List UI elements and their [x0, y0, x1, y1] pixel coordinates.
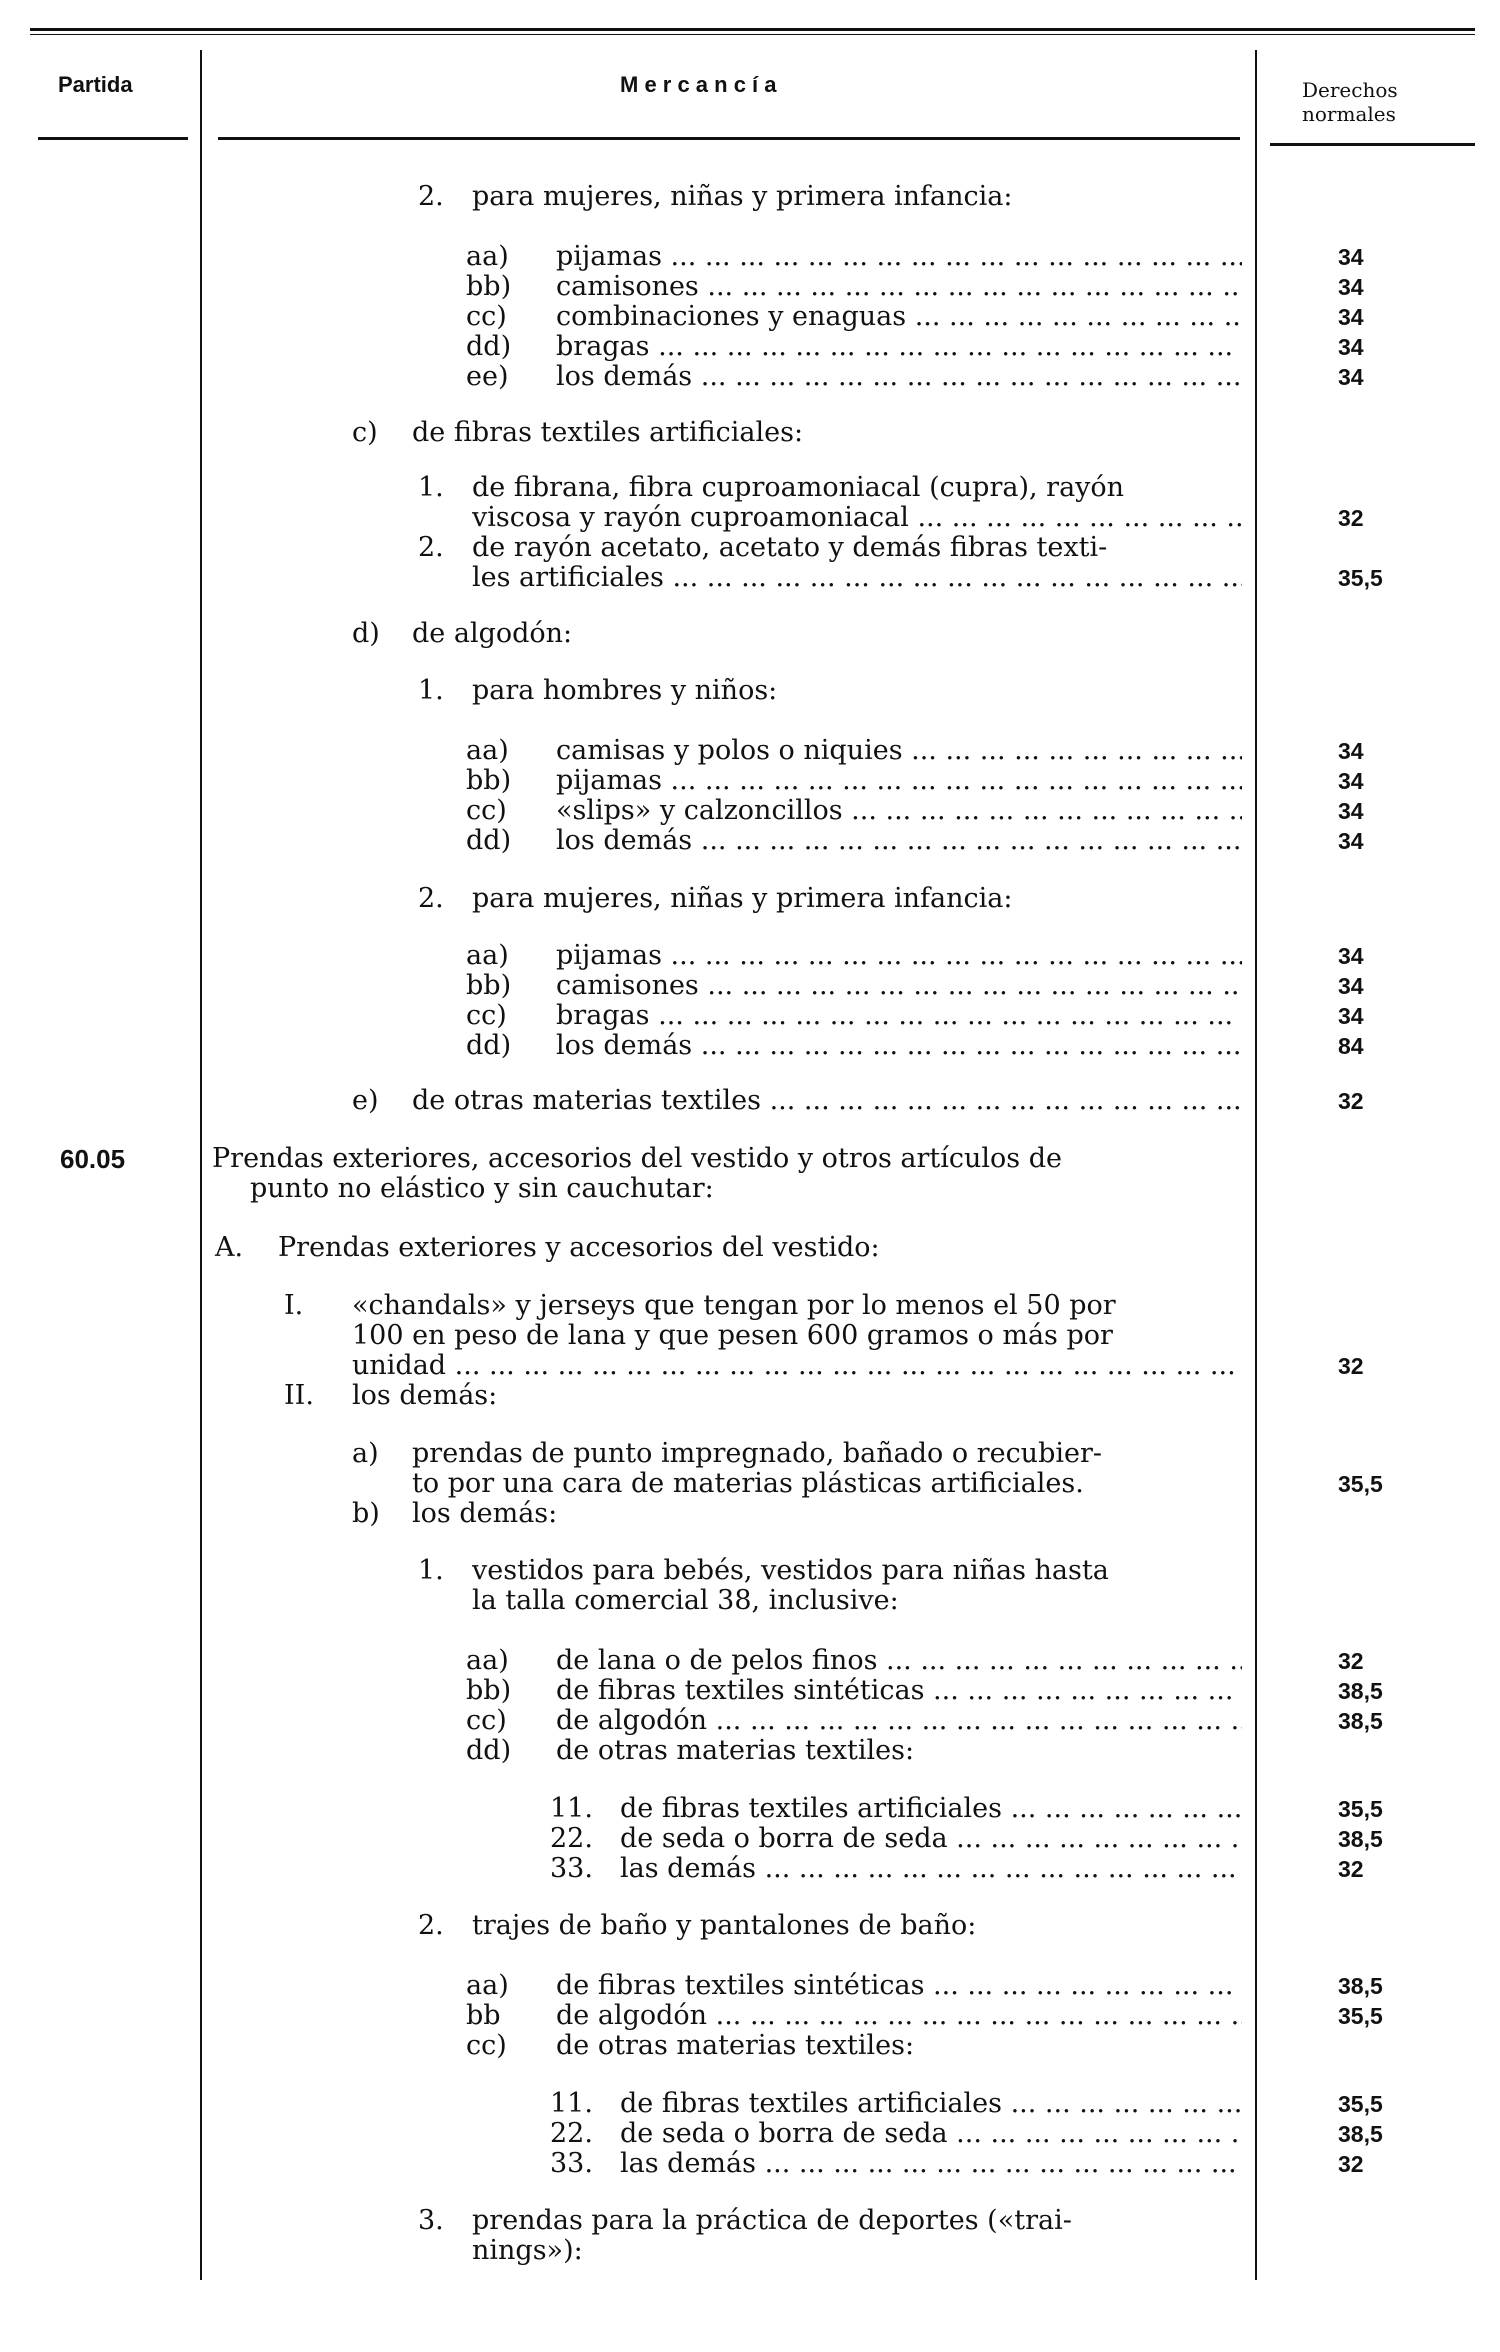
- item-description: de otras materias textiles:: [556, 2030, 915, 2061]
- item-marker: d): [352, 618, 380, 649]
- item-marker: dd): [466, 1030, 512, 1061]
- duty-rate: 34: [1338, 244, 1364, 270]
- tariff-row: [0, 1030, 1500, 1062]
- tariff-row: [0, 735, 1500, 767]
- item-marker: bb): [466, 271, 512, 302]
- tariff-row: [0, 618, 1500, 650]
- item-marker: 11.: [550, 1793, 593, 1824]
- tariff-row: [0, 1173, 1500, 1205]
- item-marker: I.: [284, 1290, 304, 1321]
- item-description: de lana o de pelos finos ... .: [556, 1645, 1242, 1677]
- item-description: pijamas ... .: [556, 940, 1242, 972]
- tariff-row: [0, 675, 1500, 707]
- duty-rate: 84: [1338, 1033, 1364, 1059]
- tariff-row: [0, 1350, 1500, 1382]
- item-marker: ee): [466, 361, 509, 392]
- item-description: los demás ... .: [556, 361, 1242, 393]
- item-description: los demás ... .: [556, 1030, 1242, 1062]
- tariff-row: [0, 1735, 1500, 1767]
- item-description: 100 en peso de lana y que pesen 600 gramos o más por: [352, 1320, 1113, 1351]
- item-marker: 2.: [418, 1910, 444, 1941]
- item-description: camisas y polos o niquies ... .: [556, 735, 1242, 767]
- tariff-row: [0, 2148, 1500, 2180]
- item-description: Prendas exteriores y accesorios del vestido:: [278, 1232, 880, 1263]
- header-normales: normales: [1302, 102, 1396, 126]
- item-marker: dd): [466, 825, 512, 856]
- duty-rate: 34: [1338, 364, 1364, 390]
- duty-rate: 34: [1338, 768, 1364, 794]
- tariff-row: [0, 1380, 1500, 1412]
- item-description: de algodón ... .: [556, 2000, 1242, 2032]
- item-description: de fibras textiles sintéticas ... .: [556, 1675, 1242, 1707]
- item-description: camisones ... .: [556, 271, 1242, 303]
- tariff-row: [0, 1438, 1500, 1470]
- item-marker: bb): [466, 1675, 512, 1706]
- tariff-row: [0, 1823, 1500, 1855]
- item-marker: c): [352, 417, 378, 448]
- tariff-row: [0, 1290, 1500, 1322]
- item-marker: cc): [466, 1705, 507, 1736]
- item-marker: bb): [466, 970, 512, 1001]
- tariff-row: [0, 361, 1500, 393]
- item-marker: bb): [466, 765, 512, 796]
- item-marker: e): [352, 1085, 379, 1116]
- item-description: camisones ... .: [556, 970, 1242, 1002]
- item-description: de fibras textiles artificiales ... .: [620, 1793, 1242, 1825]
- tariff-row: [0, 181, 1500, 213]
- item-description: la talla comercial 38, inclusive:: [472, 1585, 899, 1616]
- item-description: de otras materias textiles:: [556, 1735, 915, 1766]
- item-marker: 1.: [418, 1555, 444, 1586]
- item-marker: cc): [466, 2030, 507, 2061]
- item-description: pijamas ... .: [556, 765, 1242, 797]
- header-partida: Partida: [58, 72, 133, 97]
- item-description: nings»):: [472, 2235, 583, 2266]
- duty-rate: 34: [1338, 334, 1364, 360]
- item-marker: b): [352, 1498, 380, 1529]
- item-marker: 1.: [418, 675, 444, 706]
- item-marker: aa): [466, 735, 509, 766]
- duty-rate: 34: [1338, 798, 1364, 824]
- duty-rate: 38,5: [1338, 1826, 1383, 1852]
- item-description: de fibras textiles sintéticas ... .: [556, 1970, 1242, 2002]
- tariff-row: [0, 795, 1500, 827]
- item-marker: 22.: [550, 1823, 593, 1854]
- tariff-row: [0, 1910, 1500, 1942]
- tariff-row: [0, 1585, 1500, 1617]
- tariff-row: [0, 825, 1500, 857]
- item-description: de rayón acetato, acetato y demás fibras texti-: [472, 532, 1108, 563]
- item-description: los demás:: [412, 1498, 558, 1529]
- tariff-row: [0, 1468, 1500, 1500]
- tariff-row: [0, 2235, 1500, 2267]
- tariff-row: [0, 765, 1500, 797]
- item-marker: cc): [466, 301, 507, 332]
- duty-rate: 34: [1338, 1003, 1364, 1029]
- tariff-row: [0, 1000, 1500, 1032]
- duty-rate: 34: [1338, 828, 1364, 854]
- item-marker: 3.: [418, 2205, 444, 2236]
- duty-rate: 35,5: [1338, 2003, 1383, 2029]
- item-marker: 2.: [418, 181, 444, 212]
- header-derechos: Derechos: [1302, 78, 1398, 102]
- item-marker: aa): [466, 940, 509, 971]
- duty-rate: 32: [1338, 1648, 1364, 1674]
- item-description: los demás:: [352, 1380, 498, 1411]
- duty-rate: 38,5: [1338, 2121, 1383, 2147]
- item-description: de fibrana, fibra cuproamoniacal (cupra), rayón: [472, 472, 1125, 503]
- duty-rate: 32: [1338, 1856, 1364, 1882]
- tariff-row: [0, 970, 1500, 1002]
- item-marker: 33.: [550, 1853, 593, 1884]
- tariff-row: [0, 2000, 1500, 2032]
- tariff-row: [0, 271, 1500, 303]
- duty-rate: 32: [1338, 1088, 1364, 1114]
- tariff-row: [0, 417, 1500, 449]
- tariff-row: [0, 1232, 1500, 1264]
- item-description: punto no elástico y sin cauchutar:: [250, 1173, 714, 1204]
- item-description: vestidos para bebés, vestidos para niñas hasta: [472, 1555, 1109, 1586]
- duty-rate: 38,5: [1338, 1708, 1383, 1734]
- tariff-row: [0, 331, 1500, 363]
- duty-rate: 35,5: [1338, 565, 1383, 591]
- item-description: de otras materias textiles ... .: [412, 1085, 1242, 1117]
- item-marker: 22.: [550, 2118, 593, 2149]
- item-description: to por una cara de materias plásticas artificiales.: [412, 1468, 1084, 1499]
- tariff-row: [0, 502, 1500, 534]
- item-description: combinaciones y enaguas ... .: [556, 301, 1242, 333]
- tariff-row: [0, 241, 1500, 273]
- item-description: les artificiales ... .: [472, 562, 1242, 594]
- tariff-row: [0, 1853, 1500, 1885]
- tariff-row: [0, 472, 1500, 504]
- partida-code: 60.05: [60, 1144, 126, 1174]
- duty-rate: 34: [1338, 973, 1364, 999]
- tariff-row: [0, 1645, 1500, 1677]
- duty-rate: 34: [1338, 274, 1364, 300]
- tariff-row: [0, 2030, 1500, 2062]
- tariff-row: [0, 2205, 1500, 2237]
- item-description: bragas ... .: [556, 1000, 1242, 1032]
- header-mercancia: M e r c a n c í a: [620, 72, 777, 97]
- item-marker: aa): [466, 241, 509, 272]
- duty-rate: 32: [1338, 1353, 1364, 1379]
- tariff-row: [0, 940, 1500, 972]
- tariff-row: [0, 562, 1500, 594]
- item-description: de fibras textiles artificiales ... .: [620, 2088, 1242, 2120]
- item-description: de seda o borra de seda ... .: [620, 2118, 1242, 2150]
- item-description: para mujeres, niñas y primera infancia:: [472, 883, 1013, 914]
- item-description: trajes de baño y pantalones de baño:: [472, 1910, 977, 1941]
- item-marker: 33.: [550, 2148, 593, 2179]
- tariff-row: [0, 1675, 1500, 1707]
- tariff-row: [0, 1320, 1500, 1352]
- item-description: «chandals» y jerseys que tengan por lo menos el 50 por: [352, 1290, 1116, 1321]
- item-description: las demás ... .: [620, 2148, 1242, 2180]
- duty-rate: 32: [1338, 505, 1364, 531]
- tariff-row: [0, 1555, 1500, 1587]
- duty-rate: 35,5: [1338, 1796, 1383, 1822]
- tariff-row: [0, 1705, 1500, 1737]
- item-marker: 11.: [550, 2088, 593, 2119]
- item-description: para hombres y niños:: [472, 675, 778, 706]
- item-description: «slips» y calzoncillos ... .: [556, 795, 1242, 827]
- item-description: las demás ... .: [620, 1853, 1242, 1885]
- item-marker: aa): [466, 1970, 509, 2001]
- tariff-row: [0, 532, 1500, 564]
- item-marker: aa): [466, 1645, 509, 1676]
- item-description: viscosa y rayón cuproamoniacal ... .: [472, 502, 1242, 534]
- item-description: de fibras textiles artificiales:: [412, 417, 804, 448]
- tariff-row: [0, 2118, 1500, 2150]
- item-description: unidad ... .: [352, 1350, 1242, 1382]
- duty-rate: 32: [1338, 2151, 1364, 2177]
- item-description: de algodón ... .: [556, 1705, 1242, 1737]
- duty-rate: 34: [1338, 943, 1364, 969]
- item-description: para mujeres, niñas y primera infancia:: [472, 181, 1013, 212]
- duty-rate: 35,5: [1338, 1471, 1383, 1497]
- duty-rate: 35,5: [1338, 2091, 1383, 2117]
- tariff-row: [0, 1085, 1500, 1117]
- item-description: pijamas ... .: [556, 241, 1242, 273]
- item-marker: A.: [215, 1232, 244, 1263]
- item-marker: cc): [466, 795, 507, 826]
- item-description: de seda o borra de seda ... .: [620, 1823, 1242, 1855]
- item-description: prendas para la práctica de deportes («trai-: [472, 2205, 1072, 2236]
- duty-rate: 34: [1338, 304, 1364, 330]
- item-marker: 1.: [418, 472, 444, 503]
- duty-rate: 38,5: [1338, 1973, 1383, 1999]
- item-marker: dd): [466, 1735, 512, 1766]
- item-marker: II.: [284, 1380, 314, 1411]
- item-marker: a): [352, 1438, 379, 1469]
- item-description: Prendas exteriores, accesorios del vestido y otros artículos de: [212, 1143, 1062, 1174]
- tariff-row: [0, 1970, 1500, 2002]
- item-marker: 2.: [418, 883, 444, 914]
- tariff-row: [0, 2088, 1500, 2120]
- tariff-row: [0, 1793, 1500, 1825]
- item-description: prendas de punto impregnado, bañado o recubier-: [412, 1438, 1103, 1469]
- tariff-row: [0, 883, 1500, 915]
- tariff-row: [0, 1143, 1500, 1175]
- duty-rate: 34: [1338, 738, 1364, 764]
- item-marker: cc): [466, 1000, 507, 1031]
- item-marker: dd): [466, 331, 512, 362]
- item-description: de algodón:: [412, 618, 573, 649]
- duty-rate: 38,5: [1338, 1678, 1383, 1704]
- item-description: bragas ... .: [556, 331, 1242, 363]
- item-description: los demás ... .: [556, 825, 1242, 857]
- item-marker: 2.: [418, 532, 444, 563]
- tariff-row: [0, 301, 1500, 333]
- tariff-row: [0, 1498, 1500, 1530]
- item-marker: bb: [466, 2000, 501, 2031]
